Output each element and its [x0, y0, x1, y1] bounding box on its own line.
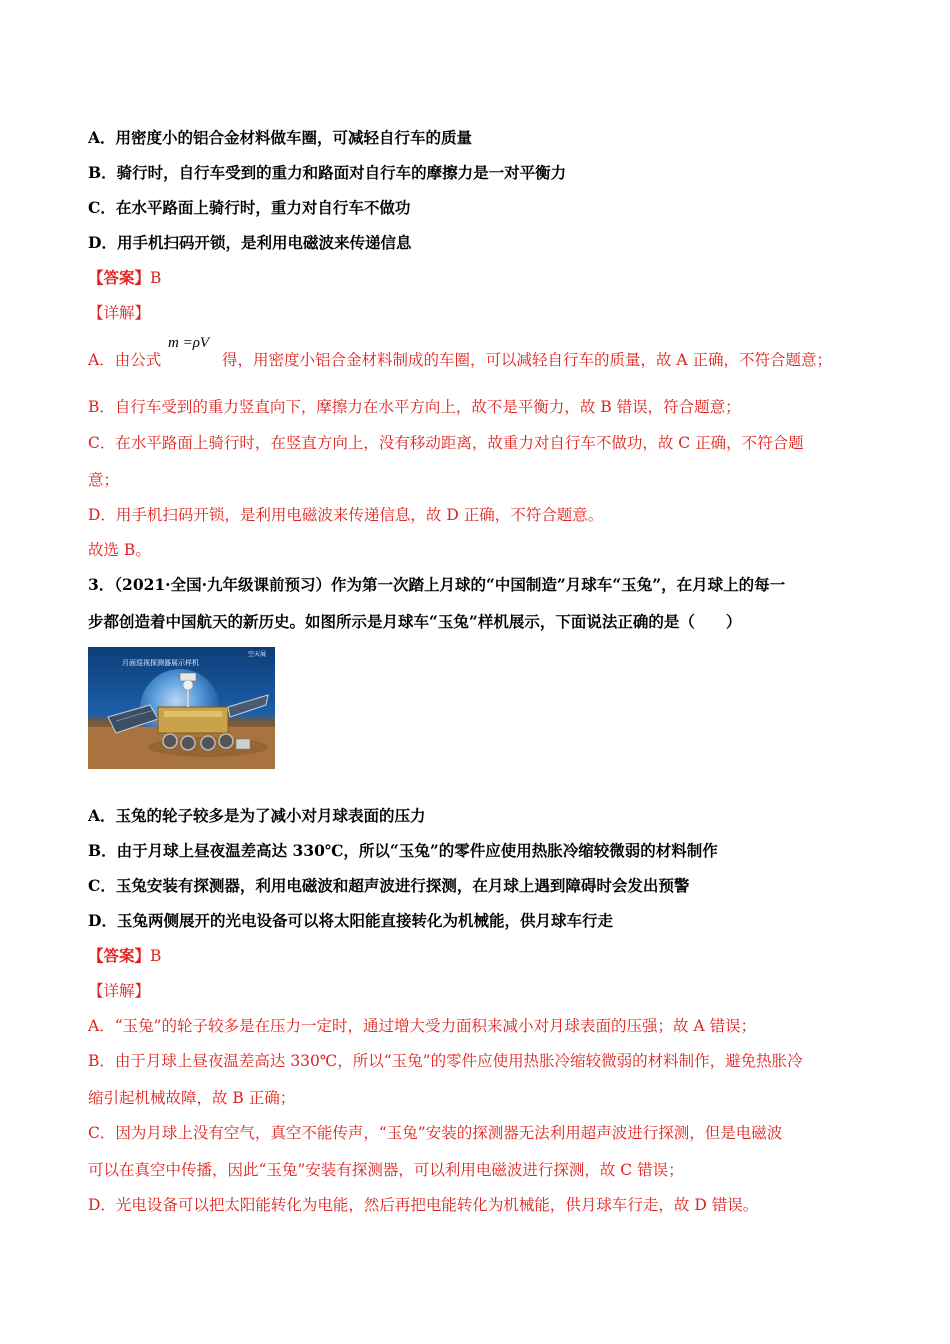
q2-explanation-c-line1: C．在水平路面上骑行时，在竖直方向上，没有移动距离，故重力对自行车不做功，故 C 正确，不符合题 [88, 434, 804, 452]
q3-explanation-c-line2: 可以在真空中传播，因此“玉兔”安装有探测器，可以利用电磁波进行探测，故 C 错误； [88, 1161, 684, 1179]
q3-option-a: A．玉兔的轮子较多是为了减小对月球表面的压力 [88, 806, 426, 825]
q2-explanation-a-prefix: A．由公式 [88, 351, 162, 369]
q3-explanation-b-line1: B．由于月球上昼夜温差高达 330℃，所以“玉兔”的零件应使用热胀冷缩较微弱的材料制作，避免热胀冷 [88, 1052, 803, 1070]
q3-explanation-c-line1: C．因为月球上没有空气，真空不能传声，“玉兔”安装的探测器无法利用超声波进行探测，但是电磁波 [88, 1124, 783, 1142]
q3-answer [88, 945, 161, 967]
q2-answer-value: B [150, 269, 162, 287]
q3-stem-line2: 步都创造着中国航天的新历史。如图所示是月球车“玉兔”样机展示，下面说法正确的是（ ） [88, 612, 742, 631]
q2-explanation-c-line2: 意； [88, 471, 120, 489]
q2-answer [88, 267, 161, 289]
photo-caption: 月面巡视探测器展示样机 [122, 659, 199, 667]
q2-conclusion: 故选 B。 [88, 541, 151, 559]
q3-explanation-d: D．光电设备可以把太阳能转化为电能，然后再把电能转化为机械能，供月球车行走，故 D 错误。 [88, 1196, 759, 1214]
q2-option-c: C．在水平路面上骑行时，重力对自行车不做功 [88, 198, 411, 217]
q2-option-b: B．骑行时，自行车受到的重力和路面对自行车的摩擦力是一对平衡力 [88, 163, 567, 182]
lunar-rover-photo [88, 647, 275, 769]
photo-corner-label: 空天展 [248, 651, 267, 658]
q3-option-d: D．玉兔两侧展开的光电设备可以将太阳能直接转化为机械能，供月球车行走 [88, 911, 613, 930]
q3-answer-label: 【答案】 [88, 946, 151, 965]
q3-option-c: C．玉兔安装有探测器，利用电磁波和超声波进行探测，在月球上遇到障碍时会发出预警 [88, 876, 690, 895]
q2-detail-label: 【详解】 [88, 304, 151, 322]
q2-explanation-b: B．自行车受到的重力竖直向下，摩擦力在水平方向上，故不是平衡力，故 B 错误，符合题意； [88, 398, 741, 416]
q3-explanation-b-line2: 缩引起机械故障，故 B 正确； [88, 1089, 296, 1107]
q2-option-a: A．用密度小的铝合金材料做车圈，可减轻自行车的质量 [88, 128, 473, 147]
q3-explanation-a: A．“玉兔”的轮子较多是在压力一定时，通过增大受力面积来减小对月球表面的压强；故 A 错误； [88, 1017, 757, 1035]
q2-explanation-a-suffix: 得，用密度小铝合金材料制成的车圈，可以减轻自行车的质量，故 A 正确，不符合题意； [222, 351, 833, 369]
q2-formula: m =ρV [168, 335, 210, 351]
q3-detail-label: 【详解】 [88, 982, 151, 1000]
q2-option-d: D．用手机扫码开锁，是利用电磁波来传递信息 [88, 233, 412, 252]
q3-stem-line1: 3．（2021·全国·九年级课前预习）作为第一次踏上月球的“中国制造”月球车“玉兔”，在月球上的每一 [88, 575, 786, 594]
q3-answer-value: B [150, 947, 162, 965]
q2-explanation-d: D．用手机扫码开锁，是利用电磁波来传递信息，故 D 正确，不符合题意。 [88, 506, 604, 524]
q3-option-b: B．由于月球上昼夜温差高达 330℃，所以“玉兔”的零件应使用热胀冷缩较微弱的材料制作 [88, 841, 718, 860]
q2-answer-label: 【答案】 [88, 268, 151, 287]
